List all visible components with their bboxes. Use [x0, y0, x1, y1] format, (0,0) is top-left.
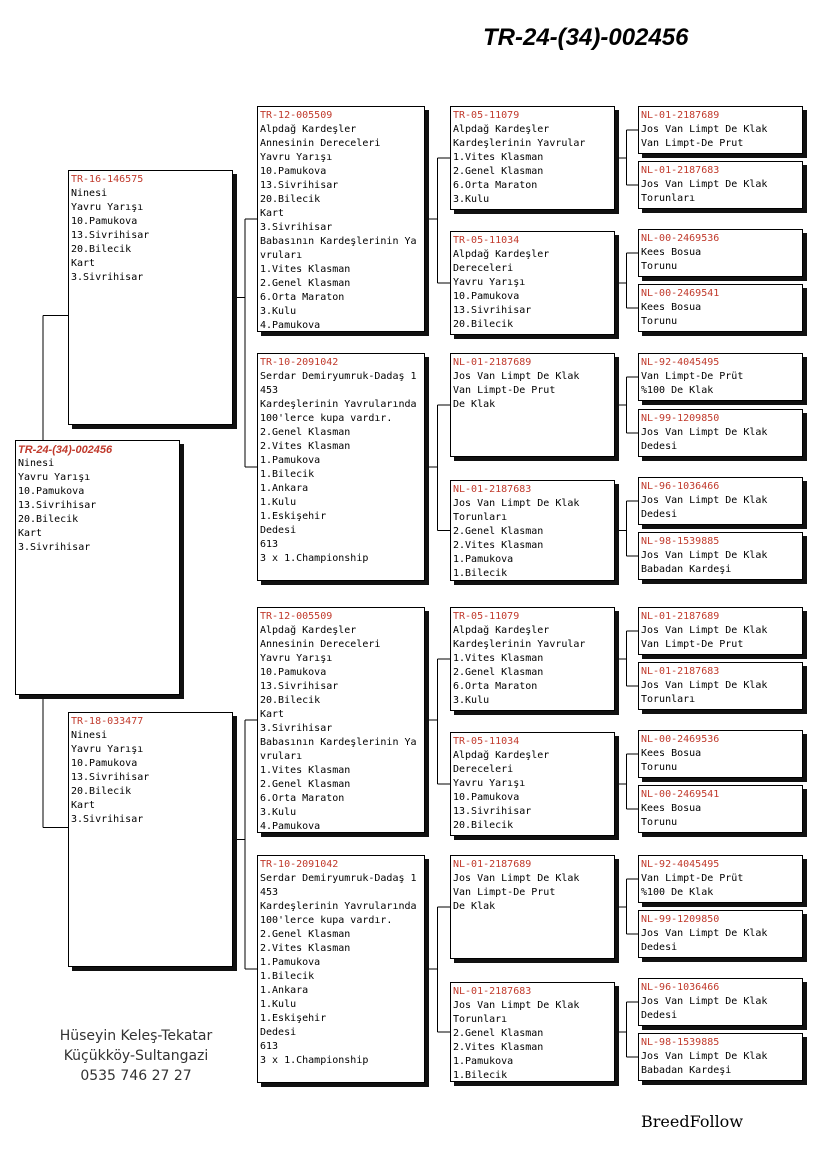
- great-grandparent-card: [450, 353, 615, 457]
- pedigree-note: Van Limpt-De Prut: [641, 138, 744, 149]
- pedigree-note: 613: [260, 1041, 279, 1052]
- pedigree-note: Ninesi: [71, 188, 108, 199]
- pedigree-note: Torunu: [641, 762, 678, 773]
- pedigree-note: 1.Ankara: [260, 985, 309, 996]
- pedigree-note: 2.Vites Klasman: [453, 1042, 544, 1053]
- pedigree-note: Kees Bosua: [641, 748, 702, 759]
- pedigree-note: Van Limpt-De Prüt: [641, 371, 744, 382]
- ring-number: NL-01-2187689: [453, 357, 532, 368]
- owner-phone: 0535 746 27 27: [80, 1068, 192, 1084]
- pedigree-note: Dedesi: [641, 942, 678, 953]
- pedigree-note: Torunları: [453, 512, 508, 523]
- ring-number: NL-00-2469541: [641, 789, 720, 800]
- owner-name: Hüseyin Keleş-Tekatar: [59, 1028, 213, 1044]
- pedigree-note: 13.Sivrihisar: [453, 305, 532, 316]
- pedigree-note: 3.Kulu: [453, 695, 490, 706]
- pedigree-note: Jos Van Limpt De Klak: [641, 495, 768, 506]
- gg-grandparent-card: [638, 477, 803, 525]
- pedigree-note: Annesinin Dereceleri: [260, 138, 381, 149]
- pedigree-note: 20.Bilecik: [71, 244, 132, 255]
- ring-number: TR-10-2091042: [260, 859, 339, 870]
- gg-grandparent-card: [638, 662, 803, 710]
- pedigree-note: Dedesi: [260, 525, 297, 536]
- pedigree-note: Kardeşlerinin Yavrularında 100'lerce kupa vardır.: [260, 901, 423, 926]
- pedigree-note: Alpdağ Kardeşler: [453, 249, 550, 260]
- pedigree-note: Yavru Yarışı: [453, 277, 526, 288]
- pedigree-note: 13.Sivrihisar: [71, 230, 150, 241]
- pedigree-note: Jos Van Limpt De Klak: [641, 550, 768, 561]
- pedigree-note: Dedesi: [260, 1027, 297, 1038]
- grandparent-card: [257, 607, 425, 833]
- pedigree-note: Kees Bosua: [641, 302, 702, 313]
- pedigree-note: Kardeşlerinin Yavrular: [453, 138, 586, 149]
- pedigree-note: Babadan Kardeşi: [641, 1065, 732, 1076]
- pedigree-note: Jos Van Limpt De Klak: [453, 1000, 580, 1011]
- pedigree-note: Ninesi: [18, 458, 55, 469]
- pedigree-note: Alpdağ Kardeşler: [453, 625, 550, 636]
- pedigree-note: Jos Van Limpt De Klak: [453, 498, 580, 509]
- pedigree-note: 10.Pamukova: [71, 758, 138, 769]
- gg-grandparent-card: [638, 607, 803, 655]
- ring-number: NL-00-2469536: [641, 233, 720, 244]
- pedigree-note: 10.Pamukova: [453, 291, 520, 302]
- ring-number: NL-01-2187689: [641, 110, 720, 121]
- pedigree-note: 1.Pamukova: [260, 957, 321, 968]
- pedigree-note: %100 De Klak: [641, 385, 714, 396]
- pedigree-note: 13.Sivrihisar: [260, 681, 339, 692]
- pedigree-note: 20.Bilecik: [71, 786, 132, 797]
- pedigree-note: 1.Eskişehir: [260, 511, 327, 522]
- pedigree-note: 2.Genel Klasman: [260, 427, 351, 438]
- grandparent-card: [257, 353, 425, 581]
- ring-number: TR-05-11034: [453, 235, 520, 246]
- gg-grandparent-card: [638, 730, 803, 778]
- great-grandparent-card: [450, 480, 615, 581]
- pedigree-note: Torunu: [641, 261, 678, 272]
- pedigree-note: Van Limpt-De Prut: [453, 887, 556, 898]
- pedigree-note: 1.Vites Klasman: [260, 765, 351, 776]
- pedigree-note: De Klak: [453, 399, 496, 410]
- ring-number: NL-96-1036466: [641, 982, 720, 993]
- pedigree-note: 6.Orta Maraton: [260, 793, 345, 804]
- pedigree-note: 3.Sivrihisar: [260, 723, 333, 734]
- pedigree-note: Jos Van Limpt De Klak: [641, 124, 768, 135]
- ring-number: NL-01-2187689: [453, 859, 532, 870]
- pedigree-note: 20.Bilecik: [260, 695, 321, 706]
- pedigree-note: 20.Bilecik: [18, 514, 79, 525]
- pedigree-note: 1.Vites Klasman: [453, 653, 544, 664]
- pedigree-note: Yavru Yarışı: [260, 653, 333, 664]
- ring-number: NL-00-2469541: [641, 288, 720, 299]
- pedigree-note: 3.Sivrihisar: [71, 814, 144, 825]
- pedigree-note: 1.Ankara: [260, 483, 309, 494]
- pedigree-note: 3.Kulu: [260, 807, 297, 818]
- grandparent-card: [257, 106, 425, 332]
- pedigree-note: Yavru Yarışı: [71, 202, 144, 213]
- pedigree-note: 1.Pamukova: [260, 455, 321, 466]
- ring-number: NL-01-2187683: [453, 484, 532, 495]
- great-grandparent-card: [450, 607, 615, 711]
- pedigree-note: Jos Van Limpt De Klak: [641, 680, 768, 691]
- pedigree-note: Kardeşlerinin Yavrular: [453, 639, 586, 650]
- pedigree-note: 2.Genel Klasman: [453, 667, 544, 678]
- pedigree-note: 1.Vites Klasman: [260, 264, 351, 275]
- pedigree-note: 10.Pamukova: [260, 166, 327, 177]
- pedigree-note: Jos Van Limpt De Klak: [641, 427, 768, 438]
- page-title: TR-24-(34)-002456: [483, 24, 689, 51]
- pedigree-note: 1.Bilecik: [453, 1070, 508, 1081]
- pedigree-note: Yavru Yarışı: [453, 778, 526, 789]
- owner-info: [55, 1026, 217, 1086]
- pedigree-note: 20.Bilecik: [260, 194, 321, 205]
- pedigree-note: Jos Van Limpt De Klak: [641, 996, 768, 1007]
- pedigree-note: 1.Kulu: [260, 497, 297, 508]
- pedigree-note: Alpdağ Kardeşler: [453, 124, 550, 135]
- pedigree-note: 613: [260, 539, 279, 550]
- brand-logo: BreedFollow: [641, 1112, 744, 1131]
- pedigree-note: 10.Pamukova: [71, 216, 138, 227]
- pedigree-note: 2.Genel Klasman: [260, 929, 351, 940]
- pedigree-note: Ninesi: [71, 730, 108, 741]
- pedigree-note: Kart: [260, 208, 285, 219]
- dam-card: [68, 712, 233, 967]
- pedigree-note: Dedesi: [641, 1010, 678, 1021]
- pedigree-note: Jos Van Limpt De Klak: [641, 928, 768, 939]
- ring-number: TR-24-(34)-002456: [18, 444, 113, 456]
- pedigree-note: Serdar Demiryumruk-Dadaş 1453: [260, 873, 417, 898]
- pedigree-note: Yavru Yarışı: [18, 472, 91, 483]
- gg-grandparent-card: [638, 106, 803, 154]
- great-grandparent-card: [450, 855, 615, 959]
- pedigree-note: Dereceleri: [453, 263, 514, 274]
- gg-grandparent-card: [638, 910, 803, 958]
- ring-number: NL-99-1209850: [641, 914, 720, 925]
- pedigree-note: Annesinin Dereceleri: [260, 639, 381, 650]
- pedigree-note: 10.Pamukova: [453, 792, 520, 803]
- pedigree-note: 4.Pamukova: [260, 320, 321, 331]
- ring-number: TR-10-2091042: [260, 357, 339, 368]
- pedigree-note: Babasının Kardeşlerinin Yavruları: [260, 737, 417, 762]
- pedigree-note: Alpdağ Kardeşler: [260, 625, 357, 636]
- gg-grandparent-card: [638, 1033, 803, 1081]
- ring-number: NL-01-2187683: [641, 666, 720, 677]
- pedigree-note: 3.Sivrihisar: [71, 272, 144, 283]
- pedigree-note: Kardeşlerinin Yavrularında 100'lerce kupa vardır.: [260, 399, 423, 424]
- pedigree-note: Dedesi: [641, 509, 678, 520]
- pedigree-note: 3 x 1.Championship: [260, 1055, 369, 1066]
- owner-location: Küçükköy-Sultangazi: [63, 1048, 209, 1064]
- sire-card: [68, 170, 233, 425]
- gg-grandparent-card: [638, 532, 803, 580]
- pedigree-note: 2.Genel Klasman: [260, 278, 351, 289]
- pedigree-note: 3.Sivrihisar: [260, 222, 333, 233]
- pedigree-note: Yavru Yarışı: [260, 152, 333, 163]
- great-grandparent-card: [450, 982, 615, 1082]
- pedigree-note: Kart: [71, 258, 96, 269]
- ring-number: TR-12-005509: [260, 611, 333, 622]
- gg-grandparent-card: [638, 409, 803, 457]
- ring-number: NL-01-2187683: [453, 986, 532, 997]
- pedigree-note: Kees Bosua: [641, 803, 702, 814]
- pedigree-note: Torunları: [641, 694, 696, 705]
- pedigree-note: Kart: [71, 800, 96, 811]
- ring-number: NL-01-2187689: [641, 611, 720, 622]
- pedigree-note: Kart: [260, 709, 285, 720]
- pedigree-note: 2.Genel Klasman: [453, 166, 544, 177]
- pedigree-note: Torunu: [641, 817, 678, 828]
- ring-number: TR-05-11079: [453, 110, 520, 121]
- pedigree-note: 1.Bilecik: [260, 971, 315, 982]
- pedigree-note: 20.Bilecik: [453, 319, 514, 330]
- pedigree-note: 10.Pamukova: [260, 667, 327, 678]
- pedigree-note: De Klak: [453, 901, 496, 912]
- pedigree-note: 1.Kulu: [260, 999, 297, 1010]
- pedigree-note: 13.Sivrihisar: [18, 500, 97, 511]
- ring-number: NL-99-1209850: [641, 413, 720, 424]
- pedigree-note: 13.Sivrihisar: [453, 806, 532, 817]
- pedigree-note: Dedesi: [641, 441, 678, 452]
- pedigree-note: Kart: [18, 528, 43, 539]
- pedigree-note: Van Limpt-De Prut: [641, 639, 744, 650]
- pedigree-note: 3.Kulu: [260, 306, 297, 317]
- pedigree-note: 3.Kulu: [453, 194, 490, 205]
- pedigree-note: 20.Bilecik: [453, 820, 514, 831]
- pedigree-note: 1.Vites Klasman: [453, 152, 544, 163]
- gg-grandparent-card: [638, 785, 803, 833]
- pedigree-note: 1.Pamukova: [453, 554, 514, 565]
- pedigree-note: 2.Vites Klasman: [453, 540, 544, 551]
- pedigree-note: 6.Orta Maraton: [453, 180, 538, 191]
- pedigree-note: Torunu: [641, 316, 678, 327]
- ring-number: TR-05-11034: [453, 736, 520, 747]
- great-grandparent-card: [450, 732, 615, 836]
- pedigree-note: Alpdağ Kardeşler: [453, 750, 550, 761]
- gg-grandparent-card: [638, 855, 803, 903]
- pedigree-note: 10.Pamukova: [18, 486, 85, 497]
- pedigree-note: 6.Orta Maraton: [453, 681, 538, 692]
- pedigree-note: Kees Bosua: [641, 247, 702, 258]
- pedigree-note: 3 x 1.Championship: [260, 553, 369, 564]
- pedigree-note: 3.Sivrihisar: [18, 542, 91, 553]
- pedigree-note: Van Limpt-De Prüt: [641, 873, 744, 884]
- pedigree-note: Torunları: [641, 193, 696, 204]
- great-grandparent-card: [450, 106, 615, 210]
- pedigree-note: Yavru Yarışı: [71, 744, 144, 755]
- ring-number: TR-18-033477: [71, 716, 144, 727]
- pedigree-note: 2.Genel Klasman: [260, 779, 351, 790]
- pedigree-note: Jos Van Limpt De Klak: [453, 371, 580, 382]
- ring-number: TR-12-005509: [260, 110, 333, 121]
- gg-grandparent-card: [638, 353, 803, 401]
- gg-grandparent-card: [638, 229, 803, 277]
- ring-number: NL-98-1539885: [641, 536, 720, 547]
- pedigree-note: 2.Vites Klasman: [260, 441, 351, 452]
- pedigree-note: Babasının Kardeşlerinin Yavruları: [260, 236, 417, 261]
- pedigree-note: 4.Pamukova: [260, 821, 321, 832]
- pedigree-note: 13.Sivrihisar: [260, 180, 339, 191]
- ring-number: NL-92-4045495: [641, 357, 720, 368]
- pedigree-note: Jos Van Limpt De Klak: [453, 873, 580, 884]
- ring-number: NL-98-1539885: [641, 1037, 720, 1048]
- grandparent-card: [257, 855, 425, 1083]
- gg-grandparent-card: [638, 284, 803, 332]
- pedigree-note: Jos Van Limpt De Klak: [641, 179, 768, 190]
- gg-grandparent-card: [638, 161, 803, 209]
- pedigree-note: 13.Sivrihisar: [71, 772, 150, 783]
- pedigree-note: 2.Genel Klasman: [453, 526, 544, 537]
- pedigree-note: Jos Van Limpt De Klak: [641, 1051, 768, 1062]
- great-grandparent-card: [450, 231, 615, 335]
- pedigree-note: Van Limpt-De Prut: [453, 385, 556, 396]
- pedigree-note: Serdar Demiryumruk-Dadaş 1453: [260, 371, 417, 396]
- ring-number: NL-00-2469536: [641, 734, 720, 745]
- ring-number: TR-16-146575: [71, 174, 144, 185]
- ring-number: NL-96-1036466: [641, 481, 720, 492]
- pedigree-note: Alpdağ Kardeşler: [260, 124, 357, 135]
- pedigree-note: Babadan Kardeşi: [641, 564, 732, 575]
- pedigree-note: 6.Orta Maraton: [260, 292, 345, 303]
- pedigree-note: %100 De Klak: [641, 887, 714, 898]
- pedigree-note: Dereceleri: [453, 764, 514, 775]
- pedigree-note: 2.Genel Klasman: [453, 1028, 544, 1039]
- ring-number: NL-92-4045495: [641, 859, 720, 870]
- pedigree-note: 2.Vites Klasman: [260, 943, 351, 954]
- ring-number: TR-05-11079: [453, 611, 520, 622]
- pedigree-note: 1.Bilecik: [260, 469, 315, 480]
- pedigree-note: 1.Eskişehir: [260, 1013, 327, 1024]
- pedigree-note: Torunları: [453, 1014, 508, 1025]
- pedigree-note: 1.Pamukova: [453, 1056, 514, 1067]
- ring-number: NL-01-2187683: [641, 165, 720, 176]
- pedigree-note: 1.Bilecik: [453, 568, 508, 579]
- pedigree-note: Jos Van Limpt De Klak: [641, 625, 768, 636]
- gg-grandparent-card: [638, 978, 803, 1026]
- main-pigeon-card: [15, 440, 180, 695]
